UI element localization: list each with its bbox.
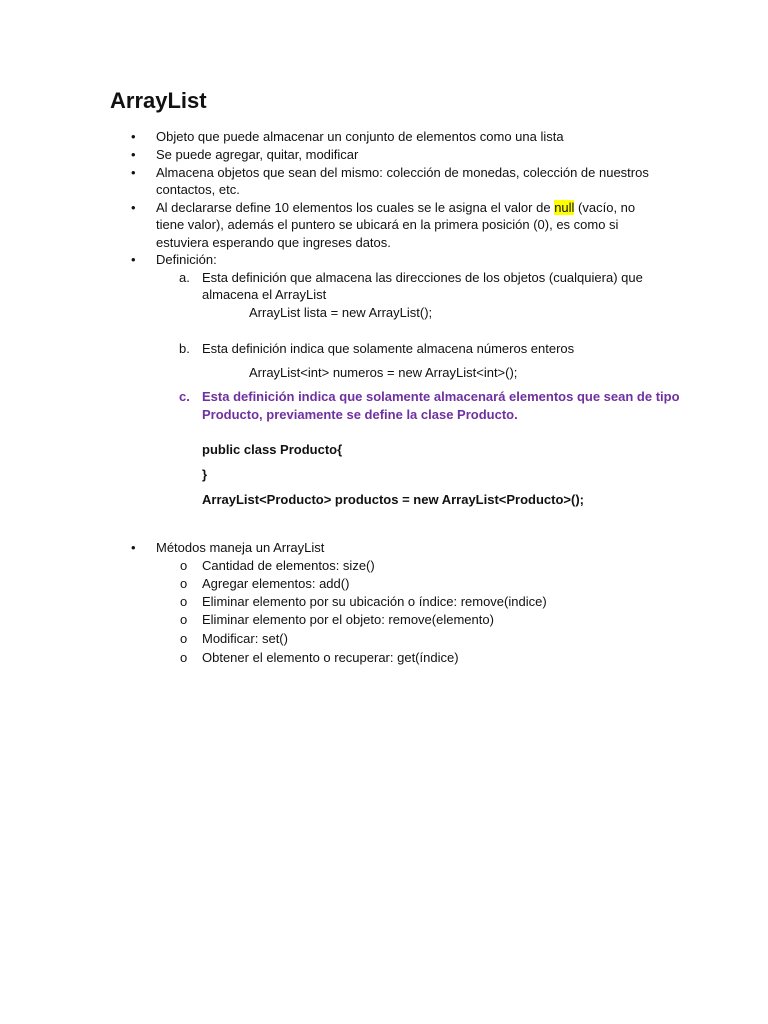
page-title: ArrayList	[110, 88, 207, 113]
bullet-dot: •	[131, 147, 136, 162]
sublist-item-text: almacena el ArrayList	[202, 287, 327, 302]
bullet-dot: •	[131, 165, 136, 180]
highlighted-null: null	[554, 200, 575, 215]
list-marker-o: o	[180, 576, 188, 591]
sublist-item-text: Producto, previamente se define la clase Producto.	[202, 407, 518, 422]
bullet-dot: •	[131, 129, 136, 144]
method-item: Agregar elementos: add()	[202, 576, 350, 591]
code-line: ArrayList<int> numeros = new ArrayList<int>();	[249, 365, 518, 380]
list-item-text: estuviera esperando que ingreses datos.	[156, 235, 391, 250]
list-item-text: tiene valor), además el puntero se ubicará en la primera posición (0), es como si	[156, 217, 619, 232]
code-line: public class Producto{	[202, 442, 343, 457]
sublist-item-text: Esta definición que almacena las direcciones de los objetos (cualquiera) que	[202, 270, 643, 285]
method-item: Obtener el elemento o recuperar: get(índice)	[202, 650, 459, 665]
list-item-text: Objeto que puede almacenar un conjunto de elementos como una lista	[156, 129, 564, 144]
list-item-text: Almacena objetos que sean del mismo: colección de monedas, colección de nuestros	[156, 165, 649, 180]
list-marker-c: c.	[179, 389, 190, 404]
list-item-text: Definición:	[156, 252, 217, 267]
list-marker-o: o	[180, 594, 188, 609]
method-item: Eliminar elemento por el objeto: remove(elemento)	[202, 612, 494, 627]
method-item: Eliminar elemento por su ubicación o índice: remove(indice)	[202, 594, 547, 609]
list-item-text: Se puede agregar, quitar, modificar	[156, 147, 359, 162]
bullet-dot: •	[131, 200, 136, 215]
list-marker-o: o	[180, 631, 188, 646]
code-line: }	[202, 467, 208, 482]
sublist-item-text: Esta definición indica que solamente almacena números enteros	[202, 341, 575, 356]
list-marker-o: o	[180, 558, 188, 573]
method-item: Cantidad de elementos: size()	[202, 558, 375, 573]
text-segment: (vacío, no	[574, 200, 636, 215]
list-marker-o: o	[180, 650, 188, 665]
bullet-dot: •	[131, 540, 136, 555]
list-item-text: Métodos maneja un ArrayList	[156, 540, 325, 555]
list-item-text: contactos, etc.	[156, 182, 240, 197]
text-segment: Al declararse define 10 elementos los cuales se le asigna el valor de	[156, 200, 555, 215]
list-item-text	[156, 199, 635, 216]
list-marker-a: a.	[179, 270, 190, 285]
sublist-item-text: Esta definición indica que solamente almacenará elementos que sean de tipo	[202, 389, 680, 404]
code-line: ArrayList<Producto> productos = new ArrayList<Producto>();	[202, 492, 585, 507]
code-line: ArrayList lista = new ArrayList();	[249, 305, 433, 320]
bullet-dot: •	[131, 252, 136, 267]
list-marker-o: o	[180, 612, 188, 627]
list-marker-b: b.	[179, 341, 190, 356]
method-item: Modificar: set()	[202, 631, 288, 646]
